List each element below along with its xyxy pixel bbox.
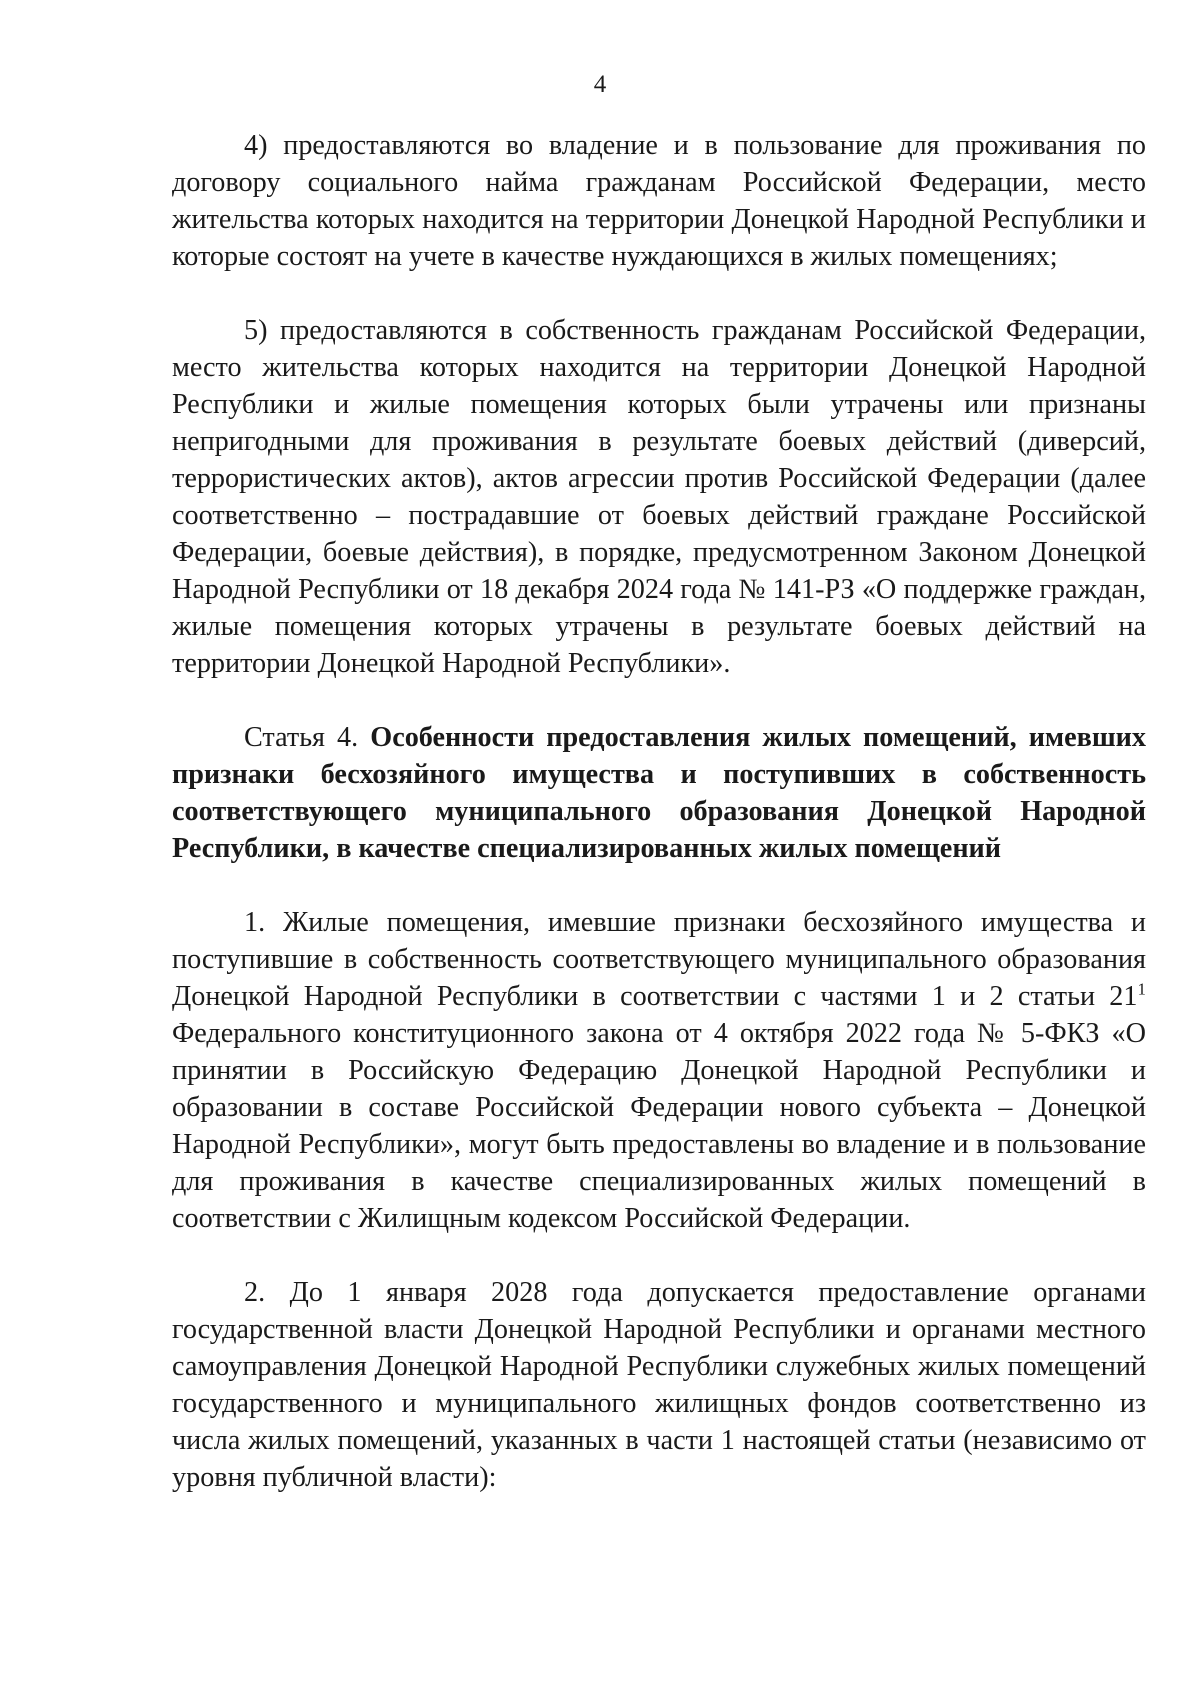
paragraph-gap [172,1237,1146,1274]
list-item-5: 5) предоставляются в собственность гражданам Российской Федерации, место жительства которых находится на территории Донецкой Народной Республики и жилые помещения которых были утрачены или признаны непригодными для проживания в результате боевых действий (диверсий, террористических актов), актов агрессии против Российской Федерации (далее соответственно – пострадавшие от боевых действий граждане Российской Федерации, боевые действия), в порядке, предусмотренном Законом Донецкой Народной Республики от 18 декабря 2024 года № 141-РЗ «О поддержке граждан, жилые помещения которых утрачены в результате боевых действий на территории Донецкой Народной Республики». [172,315,1146,679]
article-part-1 [172,904,1146,1237]
list-item-4: 4) предоставляются во владение и в пользование для проживания по договору социального найма гражданам Российской Федерации, место жительства которых находится на территории Донецкой Народной Республики и которые состоят на учете в качестве нуждающихся в жилых помещениях; [172,130,1146,272]
page-number: 4 [593,71,607,98]
part-1-text-continued: Федерального конституционного закона от 4 октября 2022 года № 5-ФКЗ «О принятии в Российскую Федерацию Донецкой Народной Республики и образовании в составе Российской Федерации нового субъекта – Донецкой Народной Республики», могут быть предоставлены во владение и в пользование для проживания в качестве специализированных жилых помещений в соответствии с Жилищным кодексом Российской Федерации. [172,1018,1146,1234]
paragraph-gap [172,682,1146,719]
article-part-2: 2. До 1 января 2028 года допускается предоставление органами государственной власти Донецкой Народной Республики и органами местного самоуправления Донецкой Народной Республики служебных жилых помещений государственного и муниципального жилищных фондов соответственно из числа жилых помещений, указанных в части 1 настоящей статьи (независимо от уровня публичной власти): [172,1277,1146,1493]
article-title: Особенности предоставления жилых помещений, имевших признаки бесхозяйного имущества и поступивших в собственность соответствующего муниципального образования Донецкой Народной Республики, в качестве специализированных жилых помещений [172,722,1146,864]
article-number-superscript: 1 [1137,979,1146,999]
article-label: Статья 4. [244,722,359,753]
document-body [172,127,1146,1496]
part-1-text: 1. Жилые помещения, имевшие признаки бесхозяйного имущества и поступившие в собственность соответствующего муниципального образования Донецкой Народной Республики в соответствии с частями 1 и 2 статьи 21 [172,907,1146,1012]
article-heading [172,719,1146,867]
paragraph-gap [172,275,1146,312]
paragraph-gap [172,867,1146,904]
